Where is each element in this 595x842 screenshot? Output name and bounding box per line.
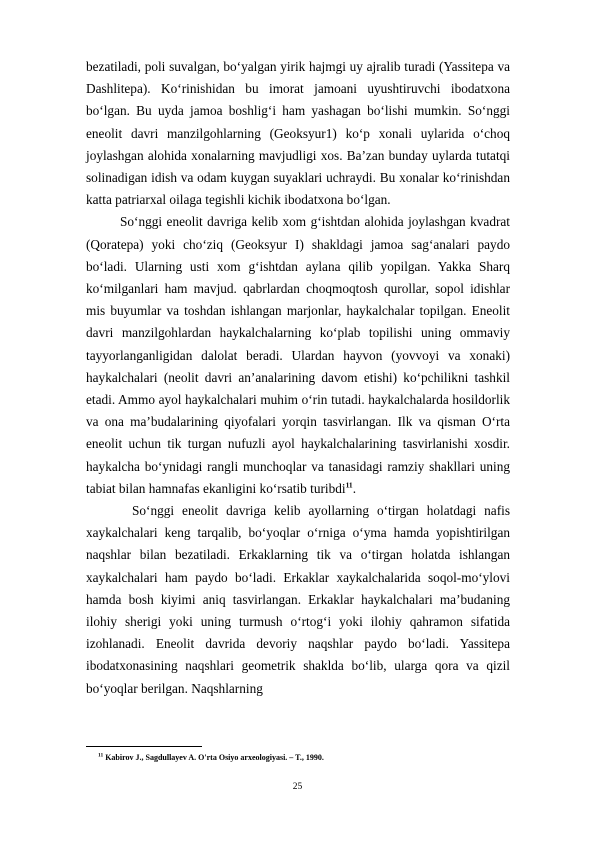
page-number: 25: [292, 782, 303, 792]
footnote-marker: 11: [98, 752, 104, 759]
paragraph-2: [86, 211, 510, 500]
footnote-text: Kabirov J., Sagdullayev A. O'rta Osiyo arxeologiyasi. – T., 1990.: [103, 753, 324, 762]
footnote-reference[interactable]: 11: [345, 480, 353, 490]
footnote: [98, 753, 508, 763]
paragraph-2-text: So‘nggi eneolit davriga kelib xom g‘ishtdan alohida joylashgan kvadrat (Qoratepa) yoki cho‘ziq (Geoksyur I) shakldagi jamoa sag‘analari paydo bo‘ladi. Ularning usti xom g‘ishtdan aylana qilib yopilgan. Yakka Sharq ko‘milganlari ham mavjud. qabrlardan choqmoqtosh qurollar, sopol idishlar mis buyumlar va toshdan ishlangan marjonlar, haykalchalar topilgan. Eneolit davri manzilgohlardan haykalchalarning ko‘plab topilishi uning ommaviy tayyorlanganligidan dalolat beradi. Ulardan hayvon (yovvoyi va xonaki) haykalchalari (neolit davri an’analarining davom etishi) ko‘pchilikni tashkil etadi. Ammo ayol haykalchalari muhim o‘rin tutadi. haykalchalarda hosildorlik va ona ma’budalarining qiyofalari yorqin tasvirlangan. Ilk va qisman O‘rta eneolit uchun tik turgan nufuzli ayol haykalchalarining tasvirlanishi xosdir. haykalcha bo‘ynidagi rangli munchoqlar va tanasidagi ramziy shakllari uning tabiat bilan hamnafas ekanligini ko‘rsatib turibdi: [86, 214, 510, 496]
body-text: [86, 56, 510, 700]
paragraph-3: So‘nggi eneolit davriga kelib ayollarning o‘tirgan holatdagi nafis xaykalchalari keng tarqalib, bo‘yoqlar o‘rniga o‘yma hamda yopishtirilgan naqshlar bilan bezatiladi. Erkaklarning tik va o‘tirgan holatda ishlangan xaykalchalari ham paydo bo‘ladi. Erkaklar xaykalchalarida soqol-mo‘ylovi hamda bosh kiyimi aniq tasvirlangan. Erkaklar haykalchalari ma’budaning ilohiy sherigi yoki uning turmush o‘rtog‘i yoki ilohiy qahramon sifatida izohlanadi. Eneolit davrida devoriy naqshlar paydo bo‘ladi. Yassitepa ibodatxonasining naqshlari geometrik shaklda bo‘lib, ularga qora va qizil bo‘yoqlar berilgan. Naqshlarning: [86, 503, 510, 696]
paragraph-1: bezatiladi, poli suvalgan, bo‘yalgan yirik hajmgi uy ajralib turadi (Yassitepa va Dashlitepa). Ko‘rinishidan bu imorat jamoani uyushtiruvchi ibodatxona bo‘lgan. Bu uyda jamoa boshlig‘i ham yashagan bo‘lishi mumkin. So‘nggi eneolit davri manzilgohlarning (Geoksyur1) ko‘p xonali uylarida o‘choq joylashgan alohida xonalarning mavjudligi xos. Ba’zan bunday uylarda tutatqi solinadigan idish va odam kuygan suyaklari uchraydi. Bu xonalar ko‘rinishdan katta patriarxal oilaga tegishli kichik ibodatxona bo‘lgan.: [86, 59, 510, 208]
footnote-separator: [86, 746, 202, 747]
paragraph-2-end: .: [352, 480, 357, 496]
